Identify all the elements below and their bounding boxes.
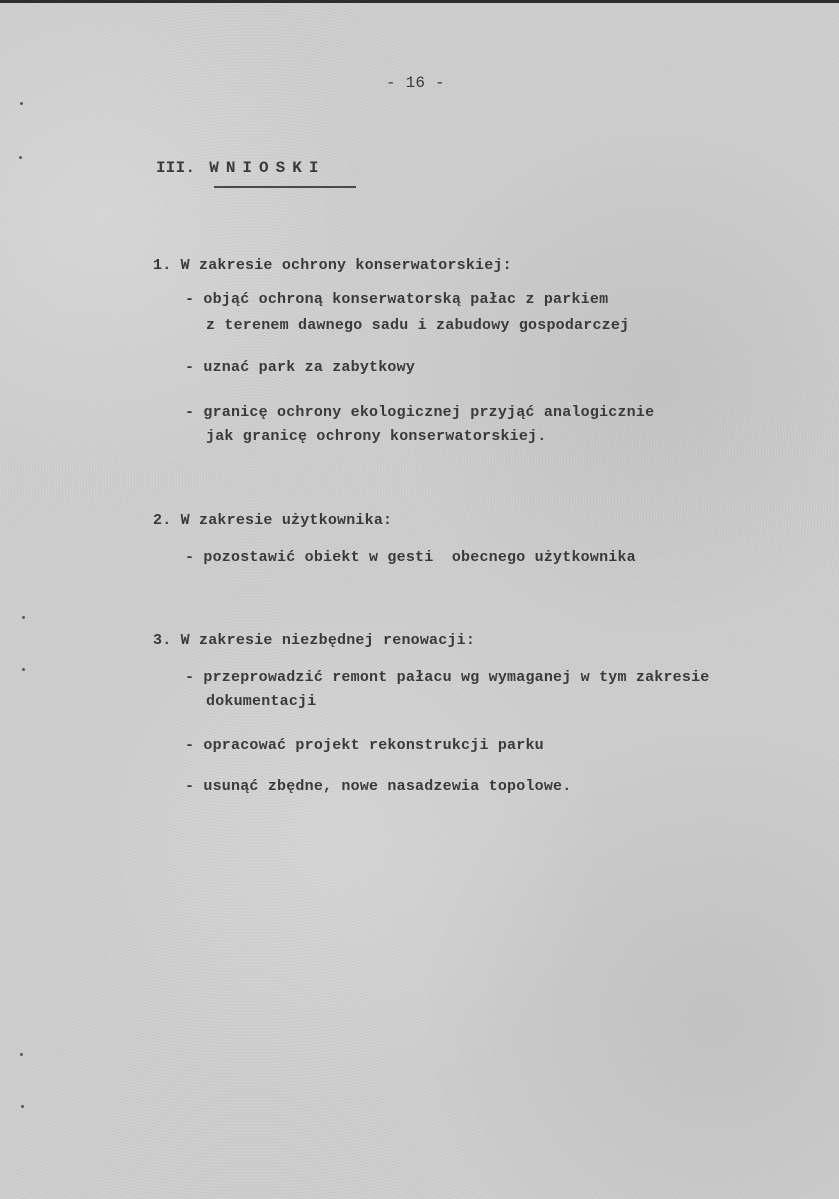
list-item-line: z terenem dawnego sadu i zabudowy gospodarczej — [206, 317, 630, 334]
section-heading: 2. W zakresie użytkownika: — [153, 512, 393, 529]
section-heading: 1. W zakresie ochrony konserwatorskiej: — [153, 257, 512, 274]
margin-speck — [22, 668, 25, 671]
margin-speck — [22, 616, 25, 619]
margin-speck — [20, 1053, 23, 1056]
margin-speck — [21, 1105, 24, 1108]
list-item-line: - objąć ochroną konserwatorską pałac z parkiem — [185, 291, 609, 308]
list-item-line: - pozostawić obiekt w gesti obecnego użytkownika — [185, 549, 636, 566]
list-item-line: jak granicę ochrony konserwatorskiej. — [206, 428, 547, 445]
page-number: - 16 - — [386, 74, 445, 92]
chapter-title: WNIOSKI — [209, 159, 326, 177]
scan-top-edge — [0, 0, 839, 3]
chapter-numeral: III. — [156, 159, 196, 177]
section-heading: 3. W zakresie niezbędnej renowacji: — [153, 632, 476, 649]
list-item-line: dokumentacji — [206, 693, 317, 710]
margin-speck — [19, 156, 22, 159]
chapter-heading — [156, 160, 325, 176]
list-item-line: - uznać park za zabytkowy — [185, 359, 416, 376]
chapter-title-underline — [214, 186, 356, 188]
margin-speck — [20, 102, 23, 105]
list-item-line: - usunąć zbędne, nowe nasadzewia topolowe. — [185, 778, 572, 795]
list-item-line: - przeprowadzić remont pałacu wg wymaganej w tym zakresie — [185, 669, 710, 686]
list-item-line: - opracować projekt rekonstrukcji parku — [185, 737, 544, 754]
list-item-line: - granicę ochrony ekologicznej przyjąć analogicznie — [185, 404, 655, 421]
